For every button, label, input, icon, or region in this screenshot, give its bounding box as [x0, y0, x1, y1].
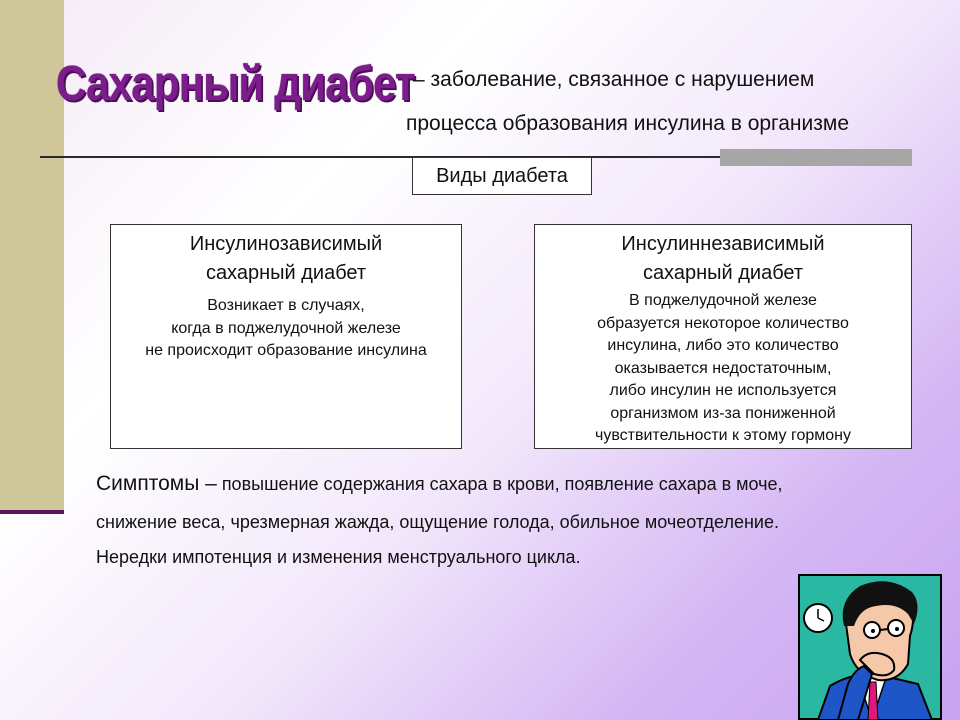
definition-line-2: процесса образования инсулина в организме	[406, 112, 850, 135]
type1-title-line-2: сахарный диабет	[205, 262, 367, 284]
type2-description	[535, 290, 911, 448]
type2-body-line: чувствительности к этому гормону	[595, 427, 851, 444]
type1-title	[111, 230, 461, 288]
type1-body-line: не происходит образование инсулина	[145, 342, 427, 359]
symptoms-line-1	[96, 472, 783, 496]
slide-title: Сахарный диабет	[56, 57, 415, 111]
symptoms-label: Симптомы –	[96, 472, 217, 495]
type1-description	[111, 295, 461, 363]
symptoms-text-1: повышение содержания сахара в крови, появление сахара в моче,	[216, 474, 783, 494]
type1-title-line-1: Инсулинозависимый	[189, 233, 383, 255]
definition-line-1: – заболевание, связанное с нарушением	[413, 68, 815, 91]
type1-body-line: Возникает в случаях,	[207, 297, 365, 314]
types-label: Виды диабета	[436, 164, 568, 187]
type2-body-line: организмом из-за пониженной	[610, 404, 836, 422]
type2-body-line: либо инсулин не используется	[609, 382, 837, 399]
type1-body-line: когда в поджелудочной железе	[171, 319, 401, 337]
symptoms-line-2: снижение веса, чрезмерная жажда, ощущение голода, обильное мочеотделение.	[96, 512, 779, 532]
side-bar-underline	[0, 510, 64, 514]
type1-box	[110, 224, 462, 449]
type2-title-line-1: Инсулиннезависимый	[621, 233, 825, 255]
type2-body-line: оказывается недостаточным,	[614, 359, 832, 377]
gray-accent-bar	[720, 149, 912, 166]
wall-clock-icon	[804, 604, 832, 632]
thinking-man-clipart	[798, 574, 942, 720]
side-bar-decoration	[0, 0, 64, 512]
types-label-box	[412, 157, 592, 195]
type2-title	[535, 230, 911, 288]
type2-body-line: В поджелудочной железе	[629, 292, 817, 309]
type2-box	[534, 224, 912, 449]
symptoms-line-3: Нередки импотенция и изменения менструального цикла.	[96, 547, 581, 567]
type2-body-line: инсулина, либо это количество	[607, 337, 839, 354]
type2-title-line-2: сахарный диабет	[642, 262, 804, 284]
type2-body-line: образуется некоторое количество	[597, 314, 849, 332]
